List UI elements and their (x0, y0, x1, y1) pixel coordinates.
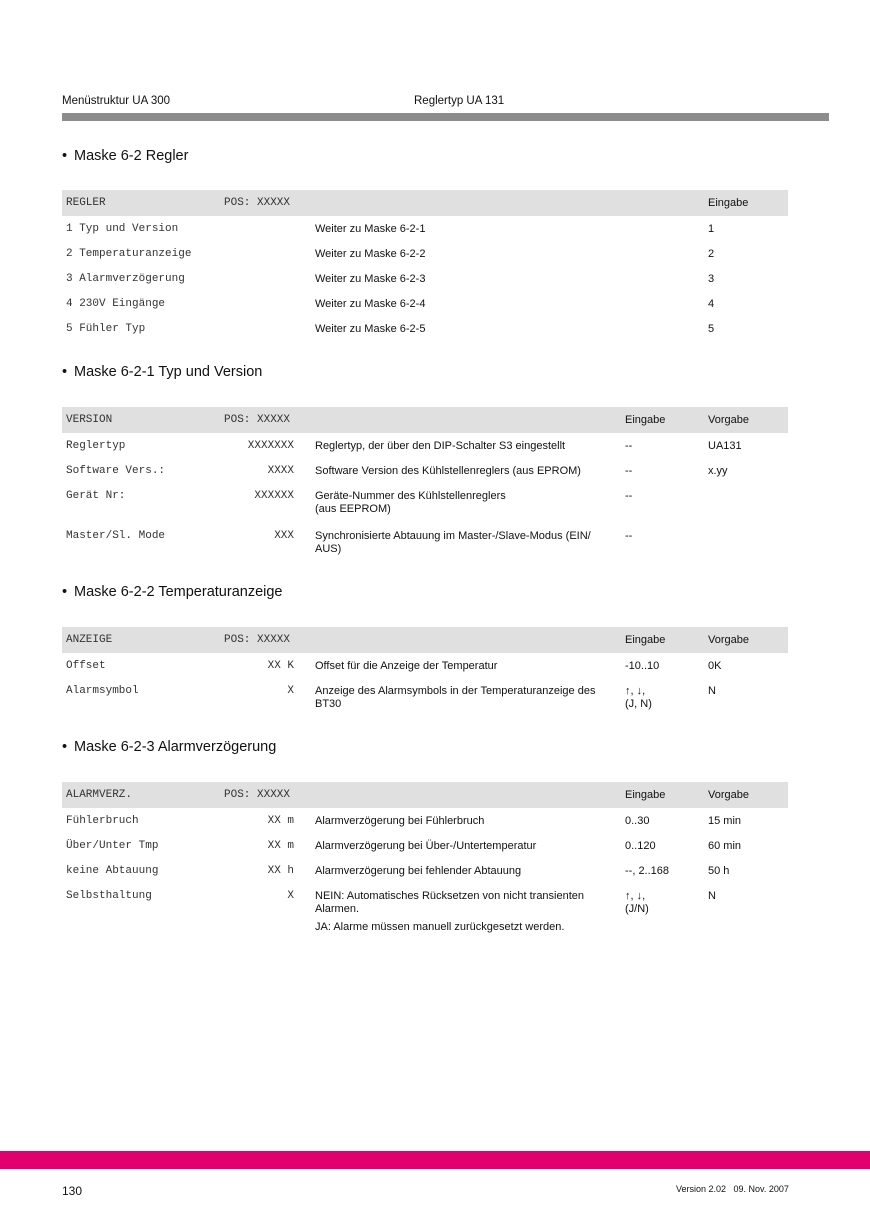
header-pos: POS: XXXXX (224, 414, 291, 426)
row-vorgabe: 60 min (708, 840, 742, 852)
version-info: Version 2.02 09. Nov. 2007 (676, 1184, 789, 1194)
header-name: ANZEIGE (66, 634, 113, 646)
row-value: XX m (267, 815, 294, 827)
row-name: Selbsthaltung (66, 890, 152, 902)
header-vorgabe: Vorgabe (708, 789, 749, 801)
table-row (62, 523, 788, 563)
row-desc-cont: (aus EEPROM) (315, 503, 391, 515)
row-desc: Weiter zu Maske 6-2-5 (315, 323, 426, 335)
row-desc: Alarmverzögerung bei fehlender Abtauung (315, 865, 522, 877)
table-header (62, 782, 788, 808)
table-row (62, 808, 788, 833)
row-eingabe: ↑, ↓, (625, 685, 646, 697)
row-name: Master/Sl. Mode (66, 530, 166, 542)
row-desc: Offset für die Anzeige der Temperatur (315, 660, 498, 672)
row-eingabe: ↑, ↓, (625, 890, 646, 902)
row-value: XX K (267, 660, 294, 672)
bullet-icon: • (62, 739, 68, 755)
table-row (62, 833, 788, 858)
row-eingabe-cont: (J/N) (625, 903, 649, 915)
row-name: Reglertyp (66, 440, 126, 452)
row-desc-cont: AUS) (315, 543, 342, 555)
row-desc-cont: Alarmen. (315, 903, 360, 915)
header-eingabe: Eingabe (625, 789, 666, 801)
table-row (62, 678, 788, 718)
row-eingabe: 0..30 (625, 815, 650, 827)
row-vorgabe: x.yy (708, 465, 728, 477)
row-eingabe: --, 2..168 (625, 865, 670, 877)
table-row (62, 653, 788, 678)
row-desc-extra: JA: Alarme müssen manuell zurückgesetzt werden. (315, 921, 565, 933)
bullet-icon: • (62, 148, 68, 164)
header-eingabe: Eingabe (708, 197, 749, 209)
row-desc: Synchronisierte Abtauung im Master-/Slave-Modus (EIN/ (315, 530, 591, 542)
row-desc: Weiter zu Maske 6-2-2 (315, 248, 426, 260)
row-vorgabe: N (708, 890, 716, 902)
row-name: Über/Unter Tmp (66, 840, 159, 852)
table-row (62, 316, 788, 341)
header-vorgabe: Vorgabe (708, 634, 749, 646)
footer-accent-bar (0, 1151, 870, 1169)
row-name: Alarmsymbol (66, 685, 139, 697)
section-title-regler: • Maske 6-2 Regler (62, 148, 189, 164)
row-eingabe: -10..10 (625, 660, 660, 672)
row-eingabe: -- (625, 490, 633, 502)
row-name: 2 Temperaturanzeige (66, 248, 192, 260)
header-pos: POS: XXXXX (224, 634, 291, 646)
row-name: 4 230V Eingänge (66, 298, 166, 310)
row-desc: Reglertyp, der über den DIP-Schalter S3 eingestellt (315, 440, 566, 452)
row-desc: Weiter zu Maske 6-2-4 (315, 298, 426, 310)
row-value: XX m (267, 840, 294, 852)
row-value: X (287, 685, 294, 697)
row-vorgabe: 50 h (708, 865, 730, 877)
header-eingabe: Eingabe (625, 634, 666, 646)
row-desc: NEIN: Automatisches Rücksetzen von nicht transienten (315, 890, 585, 902)
row-desc-cont: BT30 (315, 698, 342, 710)
row-value: XXXXXX (254, 490, 294, 502)
table-anzeige (62, 627, 788, 718)
header-name: REGLER (66, 197, 106, 209)
row-name: Gerät Nr: (66, 490, 126, 502)
header-rule (62, 113, 829, 121)
row-value: XXX (274, 530, 294, 542)
row-name: Software Vers.: (66, 465, 166, 477)
row-vorgabe: 0K (708, 660, 722, 672)
row-name: 1 Typ und Version (66, 223, 179, 235)
row-name: 3 Alarmverzögerung (66, 273, 185, 285)
row-value: XX h (267, 865, 294, 877)
row-desc: Weiter zu Maske 6-2-3 (315, 273, 426, 285)
row-eingabe: -- (625, 465, 633, 477)
header-controller-type: Reglertyp UA 131 (414, 95, 505, 107)
table-header (62, 190, 788, 216)
table-header (62, 627, 788, 653)
row-desc: Software Version des Kühlstellenreglers (aus EPROM) (315, 465, 581, 477)
row-vorgabe: 15 min (708, 815, 742, 827)
row-value: X (287, 890, 294, 902)
row-vorgabe: N (708, 685, 716, 697)
header-name: ALARMVERZ. (66, 789, 133, 801)
header-document-title: Menüstruktur UA 300 (62, 95, 171, 107)
page-number: 130 (62, 1184, 83, 1198)
section-title-anzeige: • Maske 6-2-2 Temperaturanzeige (62, 584, 283, 600)
table-row (62, 291, 788, 316)
row-value: XXXX (267, 465, 294, 477)
table-row (62, 241, 788, 266)
row-value: XXXXXXX (247, 440, 294, 452)
table-row (62, 483, 788, 523)
table-version (62, 407, 788, 563)
row-desc: Alarmverzögerung bei Fühlerbruch (315, 815, 485, 827)
row-eingabe: 0..120 (625, 840, 656, 852)
row-eingabe: 5 (708, 323, 715, 335)
row-eingabe: 4 (708, 298, 715, 310)
row-vorgabe: UA131 (708, 440, 742, 452)
header-vorgabe: Vorgabe (708, 414, 749, 426)
row-desc: Weiter zu Maske 6-2-1 (315, 223, 426, 235)
table-regler (62, 190, 788, 341)
bullet-icon: • (62, 584, 68, 600)
row-eingabe: 1 (708, 223, 715, 235)
row-eingabe: -- (625, 440, 633, 452)
table-header (62, 407, 788, 433)
row-desc: Geräte-Nummer des Kühlstellenreglers (315, 490, 506, 502)
row-name: 5 Fühler Typ (66, 323, 146, 335)
row-name: keine Abtauung (66, 865, 159, 877)
bullet-icon: • (62, 364, 68, 380)
table-row (62, 858, 788, 883)
table-alarmverz (62, 782, 788, 941)
row-eingabe: -- (625, 530, 633, 542)
header-pos: POS: XXXXX (224, 789, 291, 801)
row-eingabe-cont: (J, N) (625, 698, 652, 710)
row-eingabe: 3 (708, 273, 715, 285)
table-row (62, 266, 788, 291)
header-name: VERSION (66, 414, 113, 426)
row-eingabe: 2 (708, 248, 715, 260)
header-pos: POS: XXXXX (224, 197, 291, 209)
table-row (62, 458, 788, 483)
table-row (62, 433, 788, 458)
row-desc: Alarmverzögerung bei Über-/Untertemperatur (315, 840, 537, 852)
row-desc: Anzeige des Alarmsymbols in der Temperaturanzeige des (315, 685, 596, 697)
header-eingabe: Eingabe (625, 414, 666, 426)
row-name: Offset (66, 660, 106, 672)
section-title-version: • Maske 6-2-1 Typ und Version (62, 364, 263, 380)
row-name: Fühlerbruch (66, 815, 139, 827)
table-row (62, 883, 788, 941)
section-title-alarmverz: • Maske 6-2-3 Alarmverzögerung (62, 739, 277, 755)
table-row (62, 216, 788, 241)
